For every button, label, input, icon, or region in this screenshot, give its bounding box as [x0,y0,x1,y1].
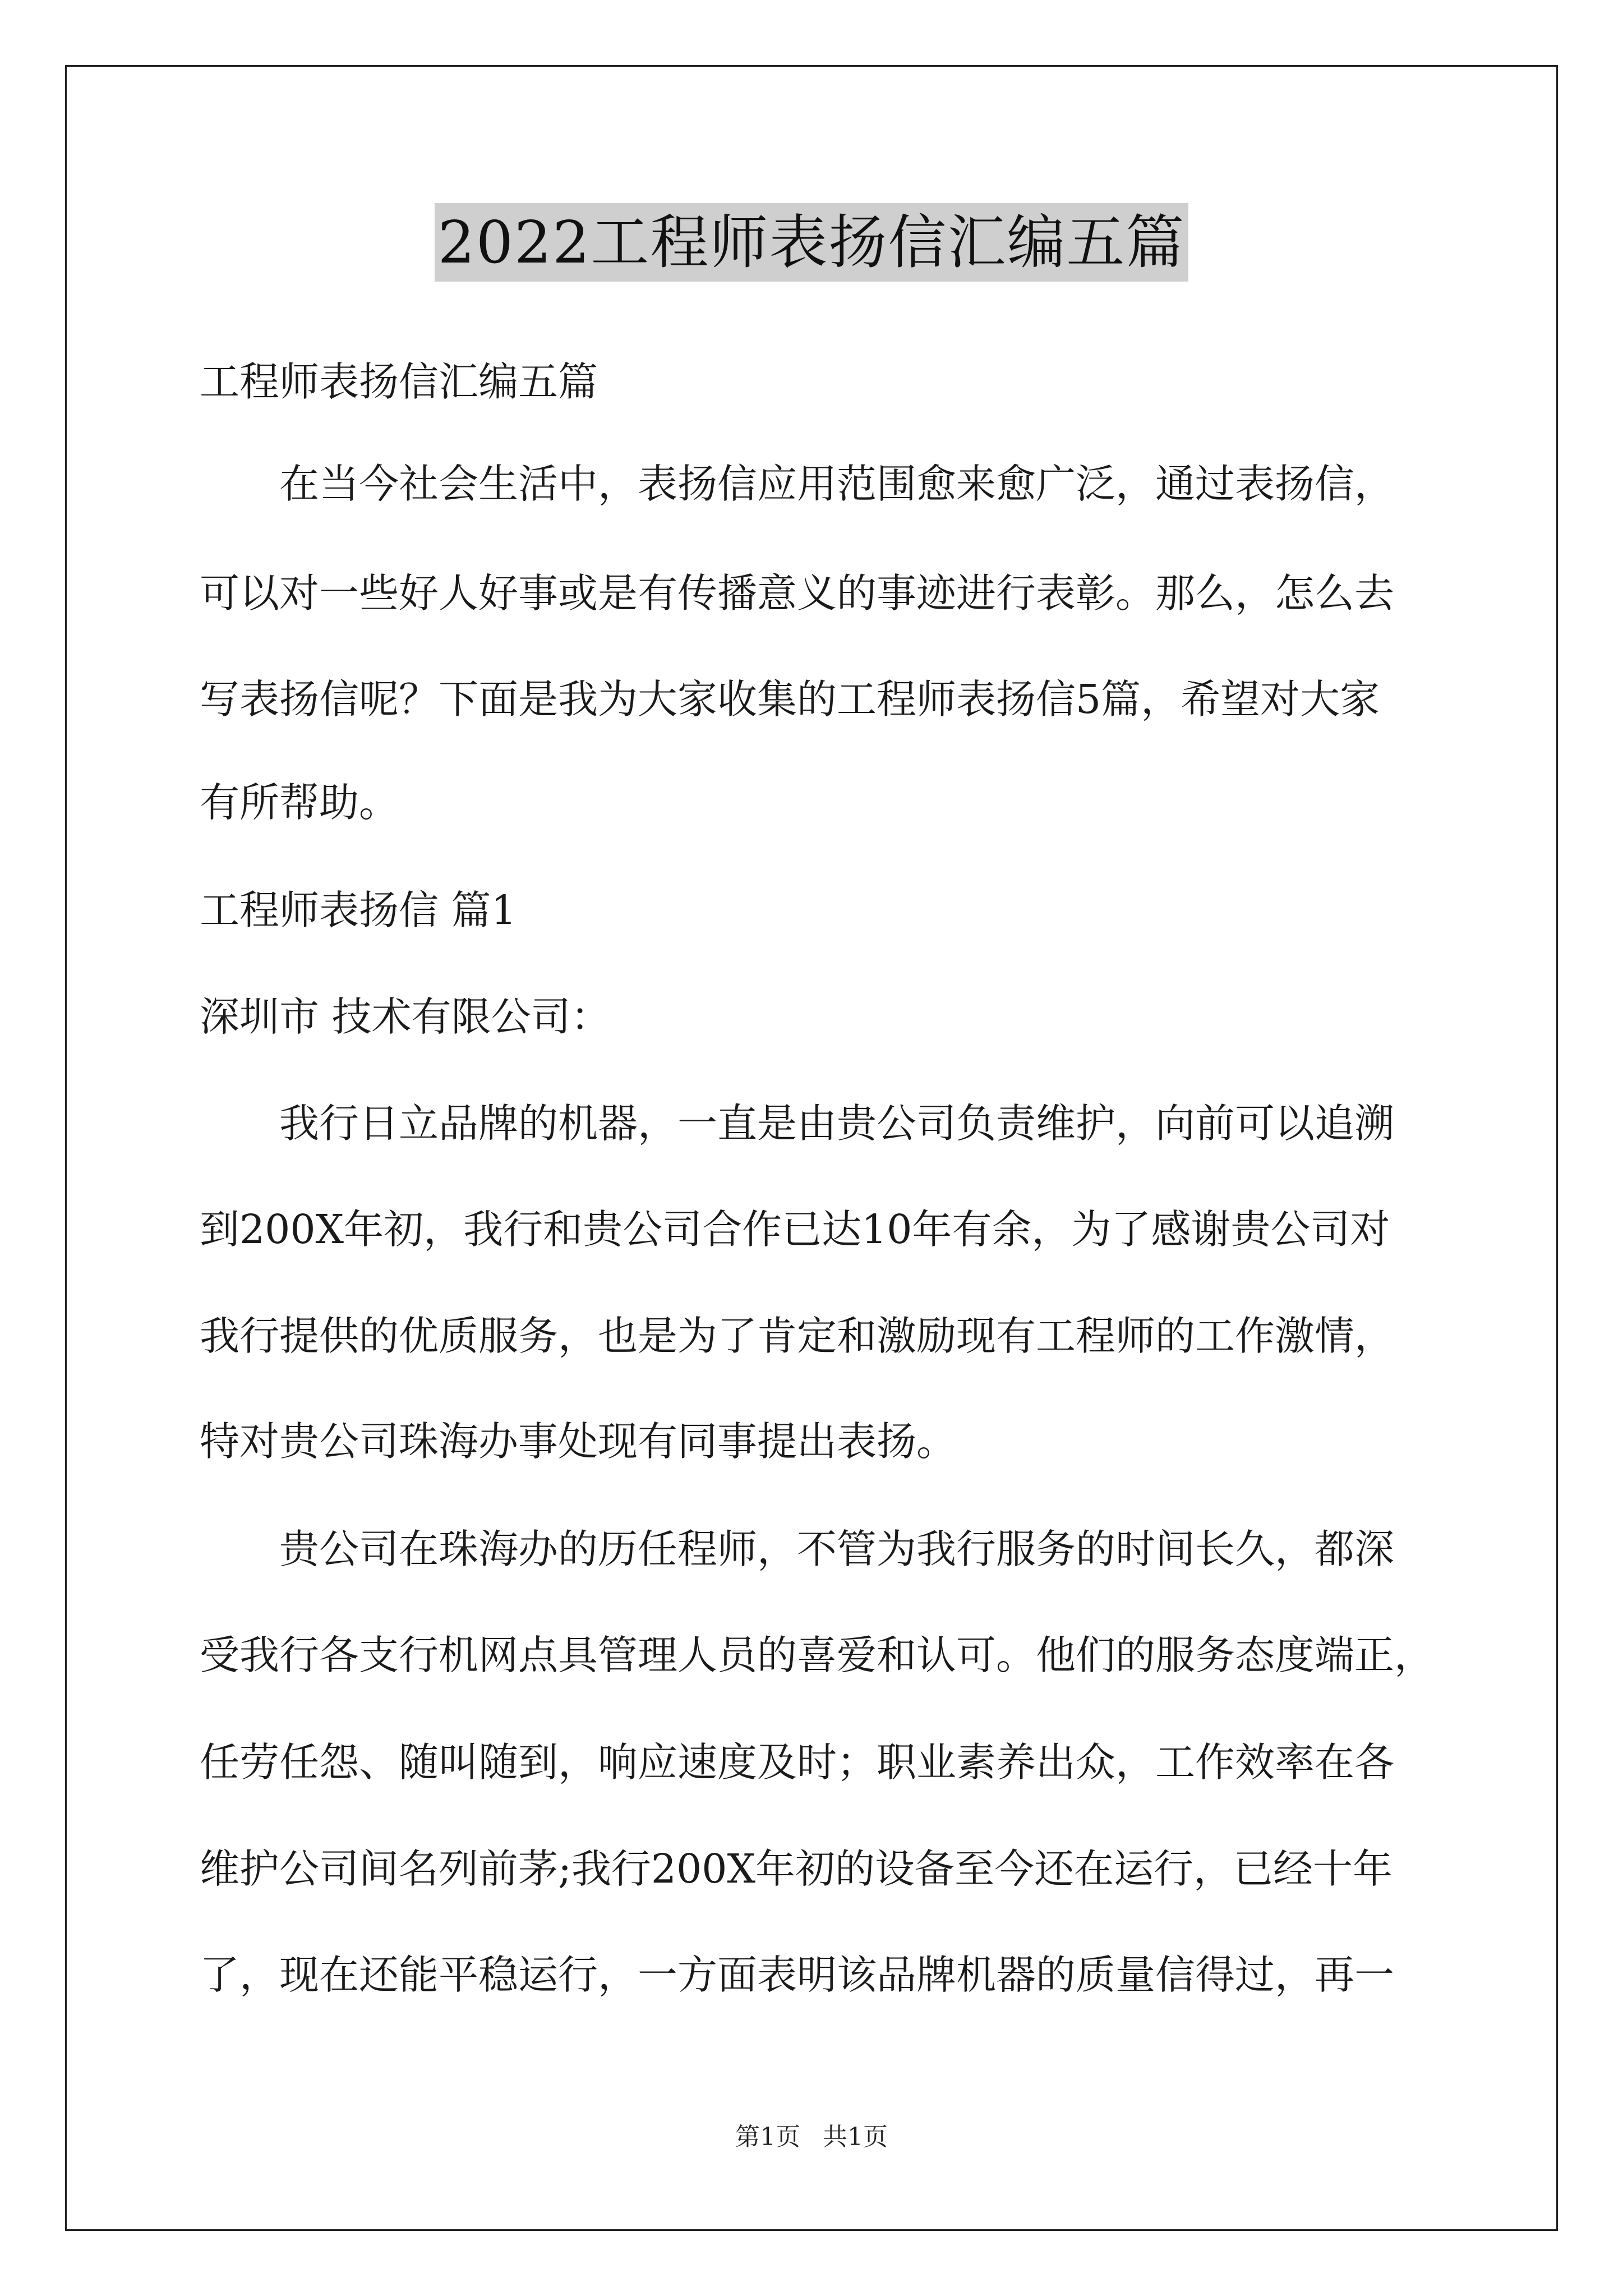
page-number: 第1页 [735,2123,800,2151]
page-total: 共1页 [823,2123,888,2151]
body-line: 我行提供的优质服务，也是为了肯定和激励现有工程师的工作激情， [200,1313,1395,1359]
body-line: 维护公司间名列前茅;我行200X年初的设备至今还在运行，已经十年 [200,1846,1393,1892]
body-line: 了，现在还能平稳运行，一方面表明该品牌机器的质量信得过，再一 [200,1952,1395,1998]
section-heading: 工程师表扬信 篇1 [200,887,517,933]
body-line: 在当今社会生活中，表扬信应用范围愈来愈广泛，通过表扬信， [200,461,1395,507]
salutation-line: 深圳市 技术有限公司： [200,993,611,1040]
document-title: 2022工程师表扬信汇编五篇 [435,203,1189,282]
subtitle-line: 工程师表扬信汇编五篇 [200,358,598,405]
body-line: 贵公司在珠海办的历任程师，不管为我行服务的时间长久，都深 [200,1526,1395,1572]
body-line: 我行日立品牌的机器，一直是由贵公司负责维护，向前可以追溯 [200,1100,1395,1147]
body-line: 到200X年初，我行和贵公司合作已达10年有余，为了感谢贵公司对 [200,1206,1390,1253]
body-line: 受我行各支行机网点具管理人员的喜爱和认可。他们的服务态度端正， [200,1632,1435,1678]
title-wrap [0,203,1623,282]
page-footer [0,2120,1623,2154]
body-line: 可以对一些好人好事或是有传播意义的事迹进行表彰。那么，怎么去 [200,570,1395,616]
body-line: 特对贵公司珠海办事处现有同事提出表扬。 [200,1418,957,1465]
body-line: 任劳任怨、随叫随到，响应速度及时；职业素养出众，工作效率在各 [200,1739,1395,1786]
body-line: 写表扬信呢？下面是我为大家收集的工程师表扬信5篇，希望对大家 [200,676,1380,723]
body-line: 有所帮助。 [200,779,399,826]
